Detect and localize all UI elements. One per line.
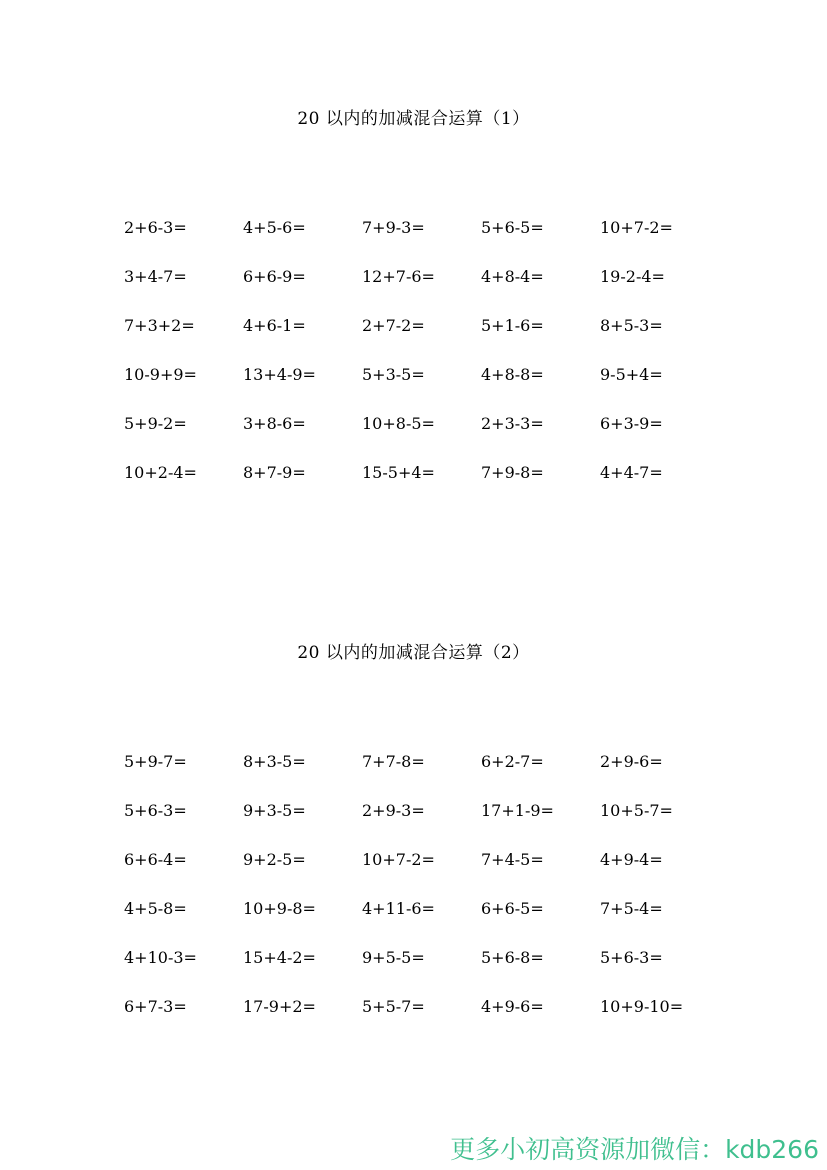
- problem-row: [124, 982, 719, 1031]
- math-problem: 4+4-7=: [600, 462, 663, 482]
- promo-footer-text: 更多小初高资源加微信：kdb266: [450, 1135, 819, 1164]
- problem-row: [124, 252, 719, 301]
- worksheet-title: 20 以内的加减混合运算（2）: [297, 643, 530, 663]
- problem-row: [124, 786, 719, 835]
- math-problem: 19-2-4=: [600, 266, 665, 286]
- math-problem: 6+6-9=: [243, 266, 306, 286]
- problem-row: [124, 399, 719, 448]
- math-problem: 5+6-3=: [124, 800, 187, 820]
- math-problem: 9+5-5=: [362, 947, 425, 967]
- math-problem: 3+8-6=: [243, 413, 306, 433]
- math-problem: 2+6-3=: [124, 217, 187, 237]
- math-problem: 13+4-9=: [243, 364, 316, 384]
- math-problem: 8+3-5=: [243, 751, 306, 771]
- math-problem: 2+3-3=: [481, 413, 544, 433]
- math-problem: 6+6-5=: [481, 898, 544, 918]
- math-problem: 12+7-6=: [362, 266, 435, 286]
- math-problem: 10-9+9=: [124, 364, 197, 384]
- math-problem: 8+7-9=: [243, 462, 306, 482]
- math-problem: 8+5-3=: [600, 315, 663, 335]
- math-problem: 10+7-2=: [362, 849, 435, 869]
- math-problem: 10+9-10=: [600, 996, 684, 1016]
- math-problem: 2+7-2=: [362, 315, 425, 335]
- math-problem: 9-5+4=: [600, 364, 663, 384]
- math-problem: 4+11-6=: [362, 898, 435, 918]
- math-problem: 7+4-5=: [481, 849, 544, 869]
- problem-grid: [124, 737, 719, 1031]
- math-problem: 9+2-5=: [243, 849, 306, 869]
- math-problem: 10+9-8=: [243, 898, 316, 918]
- math-problem: 10+8-5=: [362, 413, 435, 433]
- math-problem: 5+6-5=: [481, 217, 544, 237]
- math-problem: 5+5-7=: [362, 996, 425, 1016]
- problem-row: [124, 448, 719, 497]
- problem-row: [124, 203, 719, 252]
- math-problem: 5+1-6=: [481, 315, 544, 335]
- math-problem: 15-5+4=: [362, 462, 435, 482]
- problem-row: [124, 350, 719, 399]
- problem-row: [124, 933, 719, 982]
- math-problem: 4+9-4=: [600, 849, 663, 869]
- math-problem: 5+6-8=: [481, 947, 544, 967]
- problem-row: [124, 301, 719, 350]
- math-problem: 9+3-5=: [243, 800, 306, 820]
- math-problem: 6+2-7=: [481, 751, 544, 771]
- math-problem: 4+9-6=: [481, 996, 544, 1016]
- math-problem: 7+7-8=: [362, 751, 425, 771]
- math-problem: 4+5-8=: [124, 898, 187, 918]
- math-problem: 7+3+2=: [124, 315, 195, 335]
- math-problem: 7+5-4=: [600, 898, 663, 918]
- math-problem: 4+6-1=: [243, 315, 306, 335]
- math-problem: 10+2-4=: [124, 462, 197, 482]
- math-problem: 2+9-6=: [600, 751, 663, 771]
- math-problem: 4+10-3=: [124, 947, 197, 967]
- problem-grid: [124, 203, 719, 497]
- math-problem: 6+3-9=: [600, 413, 663, 433]
- math-problem: 6+7-3=: [124, 996, 187, 1016]
- math-problem: 17+1-9=: [481, 800, 554, 820]
- math-problem: 5+6-3=: [600, 947, 663, 967]
- math-problem: 10+7-2=: [600, 217, 673, 237]
- math-problem: 10+5-7=: [600, 800, 673, 820]
- problem-row: [124, 884, 719, 933]
- math-problem: 6+6-4=: [124, 849, 187, 869]
- math-problem: 7+9-3=: [362, 217, 425, 237]
- worksheet-title: 20 以内的加减混合运算（1）: [297, 109, 530, 129]
- math-problem: 4+8-4=: [481, 266, 544, 286]
- math-problem: 2+9-3=: [362, 800, 425, 820]
- math-problem: 5+3-5=: [362, 364, 425, 384]
- problem-row: [124, 737, 719, 786]
- math-problem: 7+9-8=: [481, 462, 544, 482]
- problem-row: [124, 835, 719, 884]
- math-problem: 3+4-7=: [124, 266, 187, 286]
- math-problem: 17-9+2=: [243, 996, 316, 1016]
- math-problem: 5+9-7=: [124, 751, 187, 771]
- math-problem: 4+5-6=: [243, 217, 306, 237]
- math-problem: 4+8-8=: [481, 364, 544, 384]
- math-problem: 5+9-2=: [124, 413, 187, 433]
- math-problem: 15+4-2=: [243, 947, 316, 967]
